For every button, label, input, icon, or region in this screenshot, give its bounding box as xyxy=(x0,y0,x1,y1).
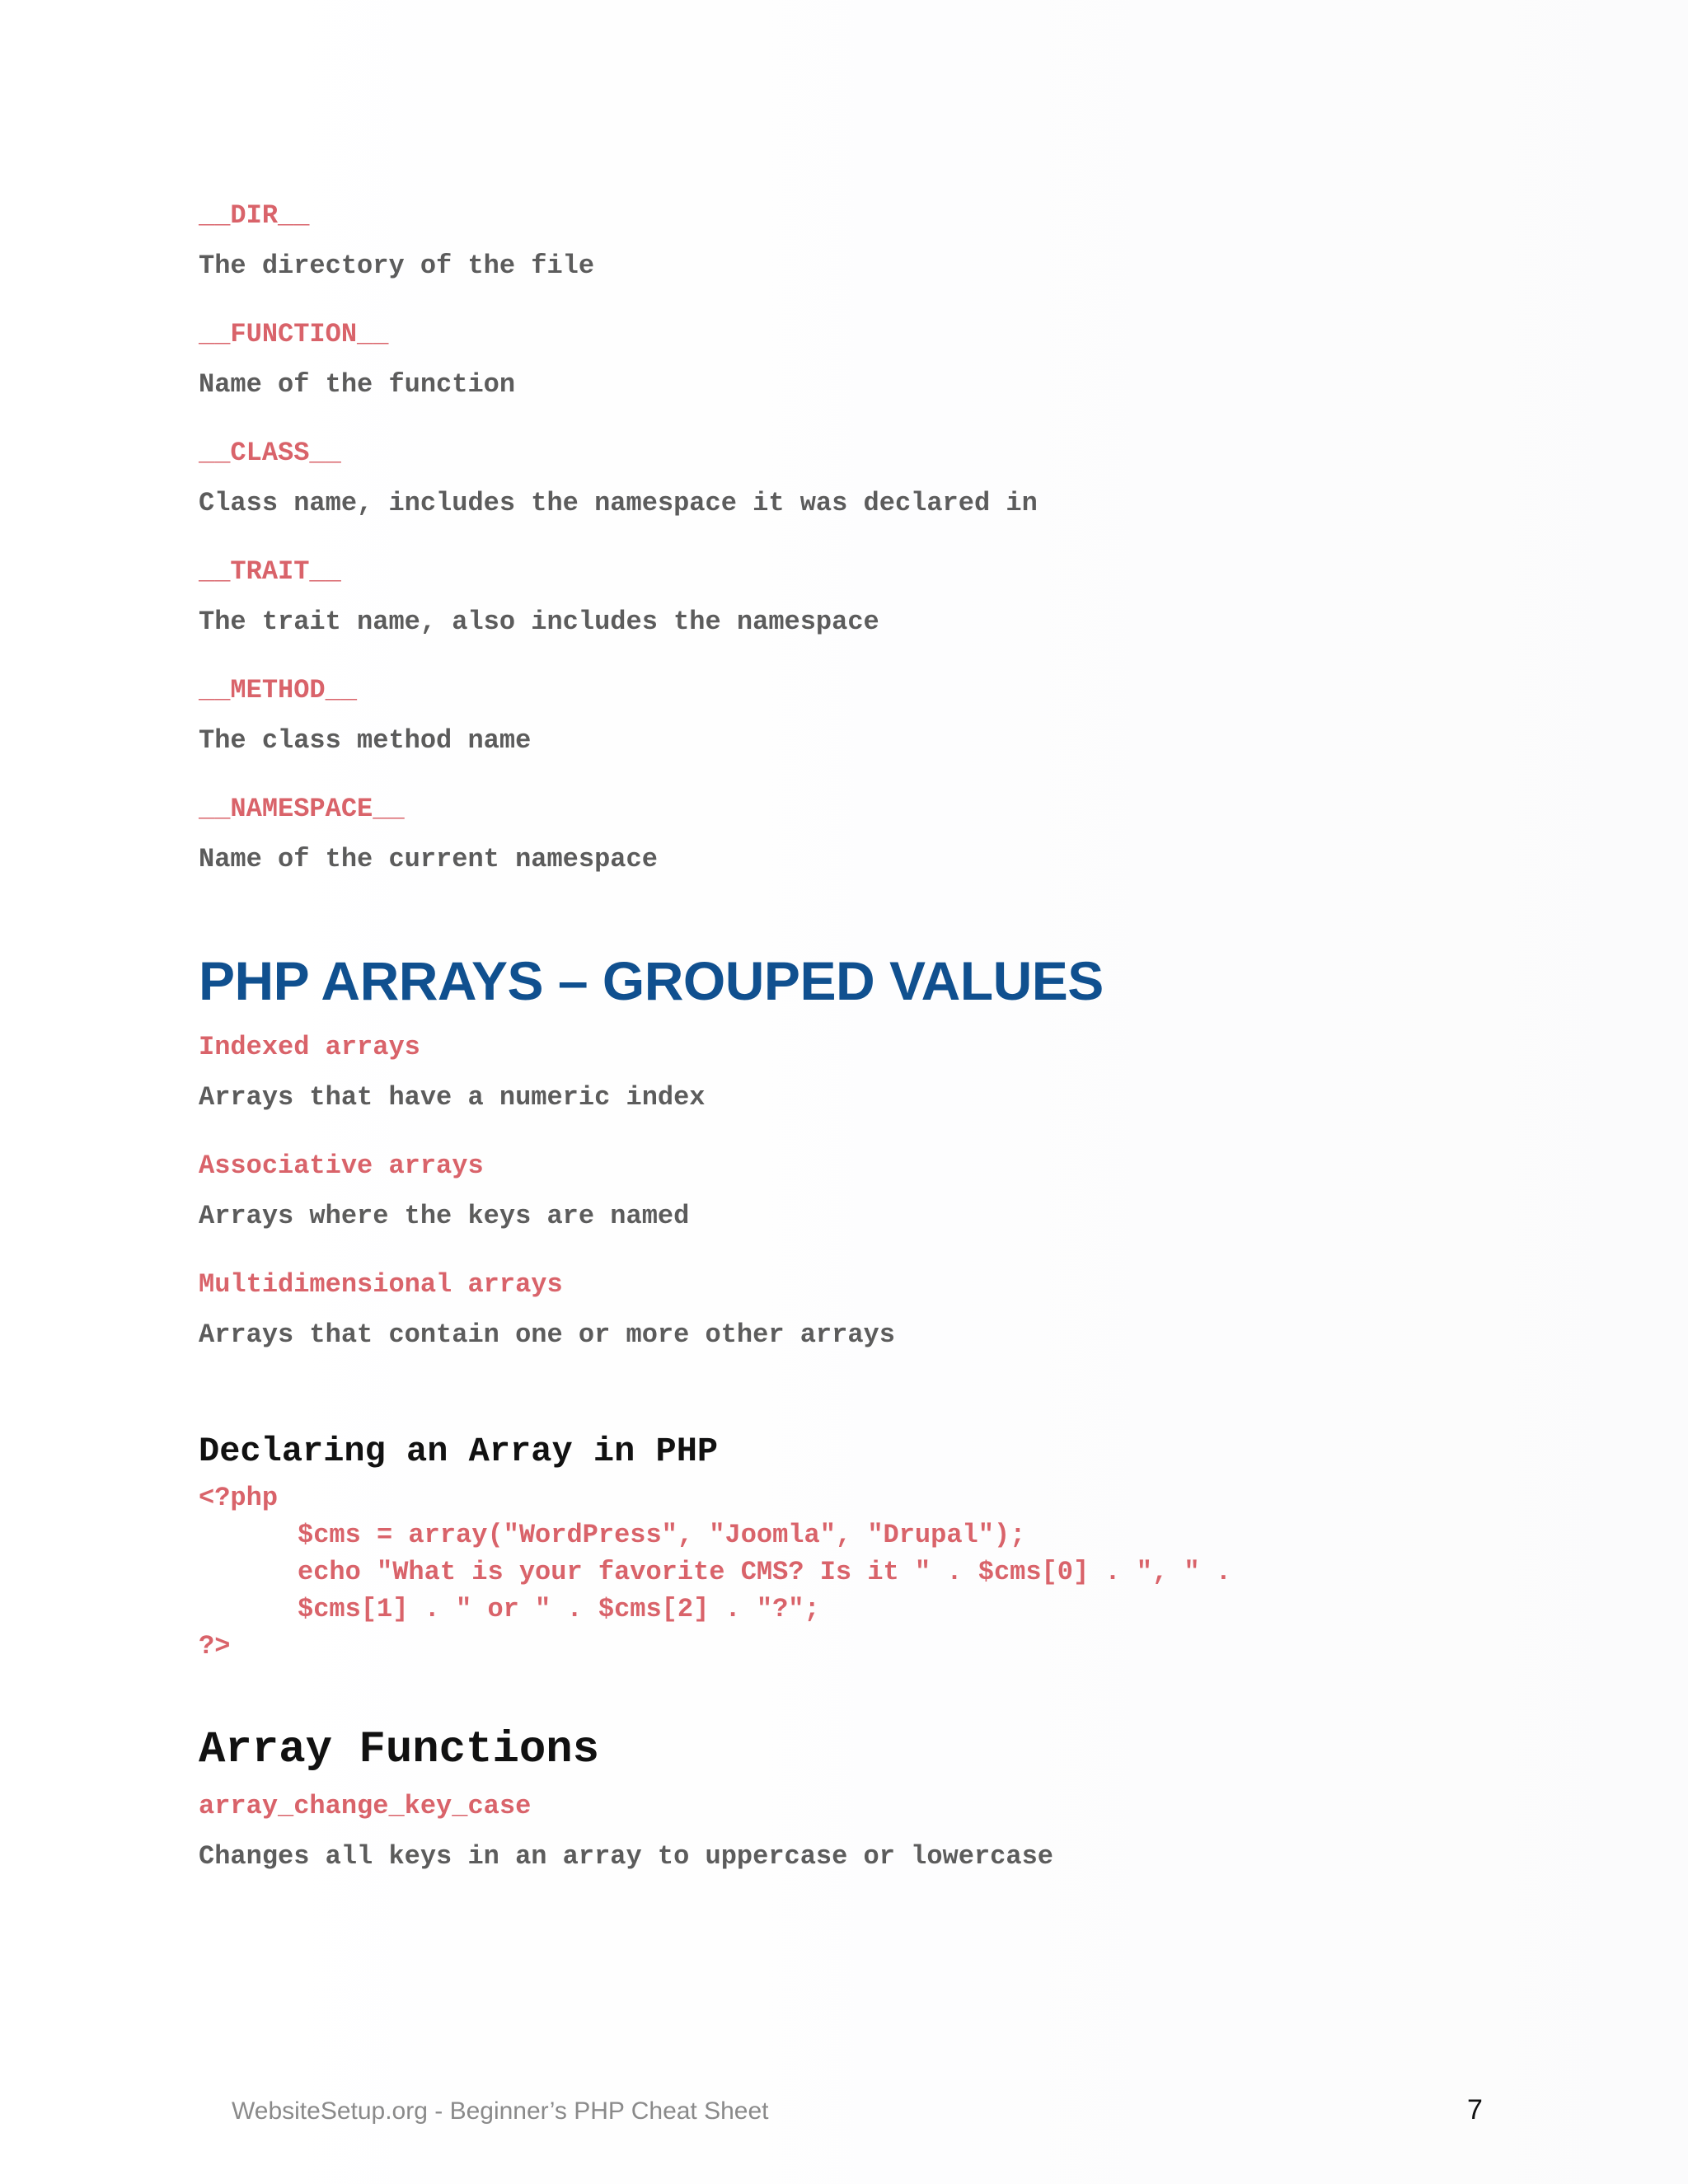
array-type-description: Arrays that have a numeric index xyxy=(199,1082,706,1113)
code-line: $cms = array("WordPress", "Joomla", "Drupal"); xyxy=(298,1520,1026,1550)
array-type-term: Multidimensional arrays xyxy=(199,1269,563,1300)
code-line: ?> xyxy=(199,1631,231,1661)
function-term: array_change_key_case xyxy=(199,1791,532,1821)
code-line: <?php xyxy=(199,1483,279,1513)
code-line: $cms[1] . " or " . $cms[2] . "?"; xyxy=(298,1594,820,1624)
constant-term: __METHOD__ xyxy=(199,675,358,705)
array-type-term: Indexed arrays xyxy=(199,1032,420,1062)
page-number: 7 xyxy=(1467,2094,1483,2125)
section-title: PHP ARRAYS – GROUPED VALUES xyxy=(199,950,1104,1011)
constant-description: The trait name, also includes the namespace xyxy=(199,607,879,637)
array-type-description: Arrays where the keys are named xyxy=(199,1201,690,1231)
function-description: Changes all keys in an array to uppercase or lowercase xyxy=(199,1841,1053,1872)
constant-term: __CLASS__ xyxy=(199,438,341,468)
functions-heading: Array Functions xyxy=(199,1725,600,1775)
array-type-description: Arrays that contain one or more other arrays xyxy=(199,1319,895,1350)
array-type-term: Associative arrays xyxy=(199,1151,484,1181)
constant-description: Name of the function xyxy=(199,369,516,400)
constant-term: __DIR__ xyxy=(199,200,310,231)
constant-description: The class method name xyxy=(199,725,532,756)
constant-term: __FUNCTION__ xyxy=(199,319,389,349)
code-line: echo "What is your favorite CMS? Is it " . $cms[0] . ", " . xyxy=(298,1557,1231,1587)
footer-text: WebsiteSetup.org - Beginner’s PHP Cheat Sheet xyxy=(232,2097,769,2125)
constant-description: Name of the current namespace xyxy=(199,844,658,874)
declaring-heading: Declaring an Array in PHP xyxy=(199,1432,719,1471)
constant-term: __TRAIT__ xyxy=(199,556,341,587)
constant-term: __NAMESPACE__ xyxy=(199,794,405,824)
constant-description: Class name, includes the namespace it was declared in xyxy=(199,488,1038,518)
constant-description: The directory of the file xyxy=(199,251,595,281)
